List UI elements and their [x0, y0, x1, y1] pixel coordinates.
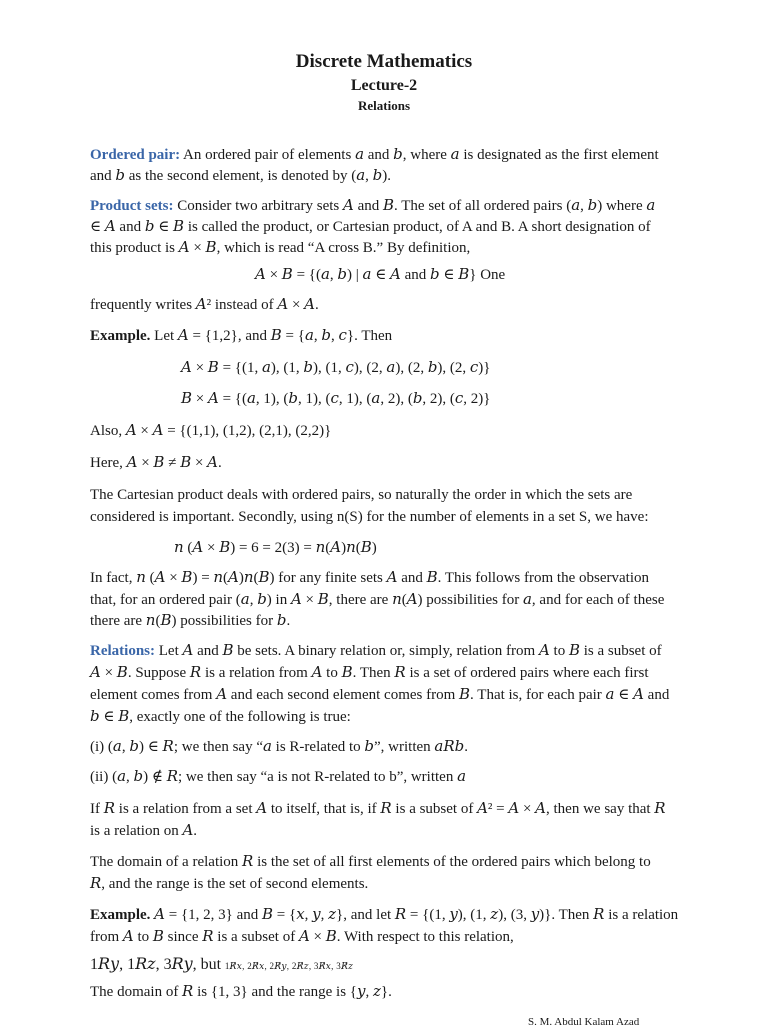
- product-sets-text-1: Consider two arbitrary sets 𝐴 and 𝐵. The set of all ordered pairs (𝑎, 𝑏) where 𝑎: [173, 198, 656, 214]
- not-related-pairs: 1𝑅̸𝑥, 2𝑅̸𝑥, 2𝑅̸𝑦, 2𝑅̸𝑧, 3𝑅̸𝑥, 3𝑅̸𝑧: [224, 961, 354, 971]
- relations-line-2: 𝐴 × 𝐵. Suppose 𝑅 is a relation from 𝐴 to 𝐵. Then 𝑅 is a set of ordered pairs where each first: [90, 665, 649, 681]
- ordered-pair-line-1: [90, 148, 659, 163]
- domain-range-statement: The domain of 𝑅 is {1, 3} and the range is {𝑦, 𝑧}.: [90, 984, 392, 1000]
- cartesian-fact-line-2: that, for an ordered pair (𝑎, 𝑏) in 𝐴 × 𝐵, there are 𝑛(𝐴) possibilities for 𝑎, and for each of these: [90, 592, 665, 608]
- product-not-commutative: Here, 𝐴 × 𝐵 ≠ 𝐵 × 𝐴.: [90, 455, 222, 471]
- product-sets-line-4: frequently writes 𝐴² instead of 𝐴 × 𝐴.: [90, 297, 319, 313]
- cartesian-product-definition: 𝐴 × 𝐵 = {(𝑎, 𝑏) | 𝑎 ∈ 𝐴 and 𝑏 ∈ 𝐵} One: [255, 267, 506, 283]
- example-2-text-1: 𝐴 = {1, 2, 3} and 𝐵 = {𝑥, 𝑦, 𝑧}, and let 𝑅 = {(1, 𝑦), (1, 𝑧), (3, 𝑦)}. Then 𝑅 is a relation: [150, 907, 679, 923]
- page-title: Discrete Mathematics: [295, 51, 473, 72]
- cardinality-formula: 𝑛 (𝐴 × 𝐵) = 6 = 2(3) = 𝑛(𝐴)𝑛(𝐵): [174, 540, 377, 556]
- cartesian-fact-line-3: there are 𝑛(𝐵) possibilities for 𝑏.: [90, 613, 291, 629]
- example-2-line-2: from 𝐴 to 𝐵 since 𝑅 is a subset of 𝐴 × 𝐵. With respect to this relation,: [90, 929, 514, 945]
- cartesian-fact-line-1: In fact, 𝑛 (𝐴 × 𝐵) = 𝑛(𝐴)𝑛(𝐵) for any finite sets 𝐴 and 𝐵. This follows from the observation: [90, 570, 649, 586]
- cartesian-line-1: The Cartesian product deals with ordered pairs, so naturally the order in which the sets are: [90, 487, 633, 503]
- b-cross-a-set: 𝐵 × 𝐴 = {(𝑎, 1), (𝑏, 1), (𝑐, 1), (𝑎, 2), (𝑏, 2), (𝑐, 2)}: [181, 391, 491, 407]
- example-1-intro: [90, 329, 392, 344]
- relations-line-3: element comes from 𝐴 and each second element comes from 𝐵. That is, for each pair 𝑎 ∈ 𝐴 and: [90, 687, 670, 703]
- example-2-line-1: [90, 908, 678, 923]
- ordered-pair-heading: Ordered pair:: [90, 147, 181, 163]
- relations-heading: Relations:: [90, 643, 155, 659]
- ordered-pair-line-2: and 𝑏 as the second element, is denoted by (𝑎, 𝑏).: [90, 168, 391, 184]
- relation-on-set-line-1: If 𝑅 is a relation from a set 𝐴 to itself, that is, if 𝑅 is a subset of 𝐴² = 𝐴 × 𝐴, then we say that 𝑅: [90, 801, 666, 817]
- a-cross-b-set: 𝐴 × 𝐵 = {(1, 𝑎), (1, 𝑏), (1, 𝑐), (2, 𝑎), (2, 𝑏), (2, 𝑐)}: [181, 360, 491, 376]
- related-pairs-text: 1𝑅𝑦, 1𝑅𝑧, 3𝑅𝑦, but: [90, 956, 222, 973]
- example-2-label: Example.: [90, 907, 151, 923]
- relations-line-4: 𝑏 ∈ 𝐵, exactly one of the following is true:: [90, 709, 351, 725]
- ordered-pair-text-1: An ordered pair of elements 𝑎 and 𝑏, where 𝑎 is designated as the first element: [180, 147, 659, 163]
- a-cross-a-set: Also, 𝐴 × 𝐴 = {(1,1), (1,2), (2,1), (2,2)}: [90, 423, 332, 439]
- product-sets-line-2: ∈ 𝐴 and 𝑏 ∈ 𝐵 is called the product, or Cartesian product, of A and B. A short designation of: [90, 219, 651, 235]
- lecture-number: Lecture-2: [350, 77, 418, 94]
- product-sets-line-3: this product is 𝐴 × 𝐵, which is read “A cross B.” By definition,: [90, 240, 471, 256]
- section-topic: Relations: [358, 98, 410, 113]
- relations-text-1: Let 𝐴 and 𝐵 be sets. A binary relation or, simply, relation from 𝐴 to 𝐵 is a subset of: [155, 643, 662, 659]
- relations-case-1: (i) (𝑎, 𝑏) ∈ 𝑅; we then say “𝑎 is R-related to 𝑏”, written 𝑎𝑅𝑏.: [90, 739, 468, 755]
- product-sets-heading: Product sets:: [90, 198, 174, 214]
- relation-on-set-line-2: is a relation on 𝐴.: [90, 823, 198, 839]
- cartesian-line-2: considered is important. Secondly, using n(S) for the number of elements in a set S, we have:: [90, 509, 649, 525]
- related-pairs: [90, 957, 353, 973]
- domain-definition-line-1: The domain of a relation 𝑅 is the set of all first elements of the ordered pairs which belong to: [90, 854, 651, 870]
- example-1-intro-text: Let 𝐴 = {1,2}, and 𝐵 = {𝑎, 𝑏, 𝑐}. Then: [150, 328, 393, 344]
- domain-definition-line-2: 𝑅, and the range is the set of second elements.: [90, 876, 369, 892]
- author-footer: S. M. Abdul Kalam Azad: [528, 1016, 640, 1028]
- example-1-label: Example.: [90, 328, 151, 344]
- relations-line-1: [90, 644, 662, 659]
- relations-case-2: (ii) (𝑎, 𝑏) ∉ 𝑅; we then say “a is not R-related to b”, written 𝑎: [90, 769, 467, 785]
- product-sets-line-1: [90, 199, 655, 214]
